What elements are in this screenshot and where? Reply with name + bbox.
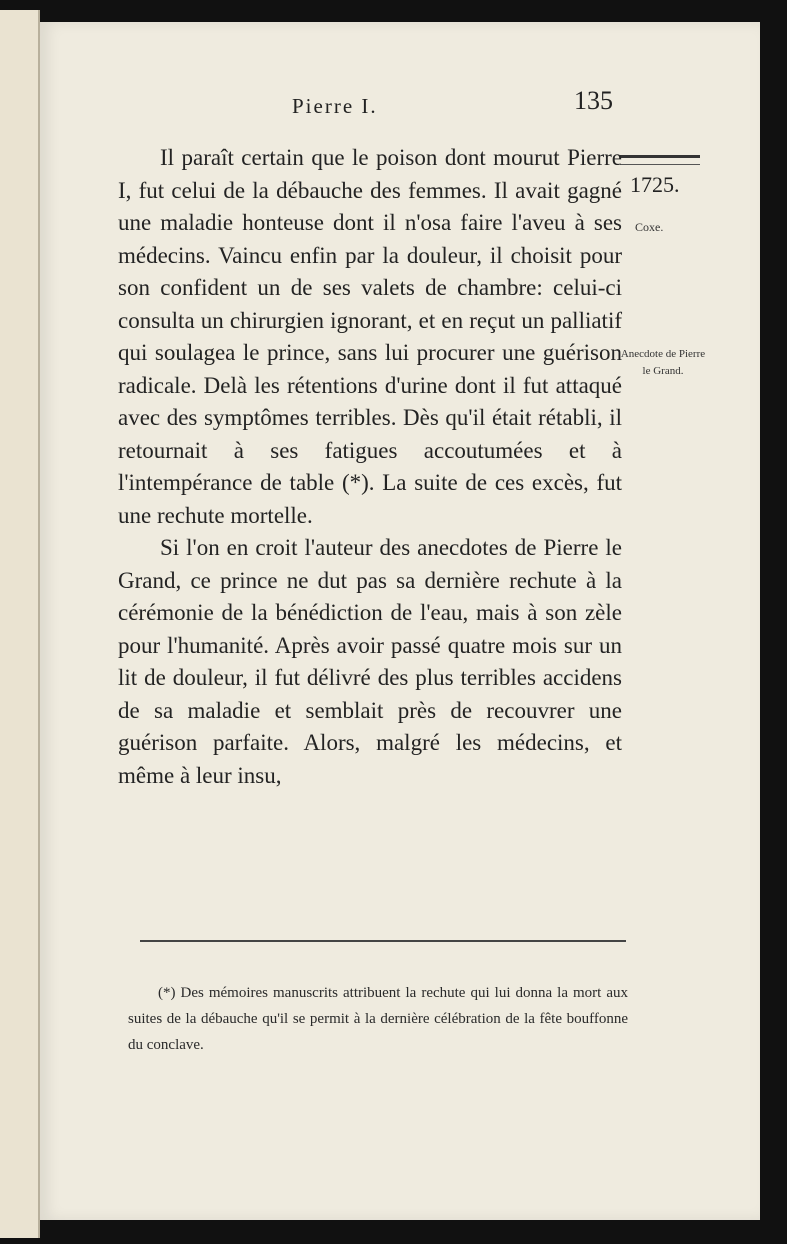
running-head: Pierre I.: [292, 94, 378, 118]
margin-rule: [620, 155, 700, 165]
previous-page-edge: [0, 10, 40, 1238]
body-text: [118, 142, 622, 792]
margin-note: Anecdote de Pierre le Grand.: [620, 348, 706, 377]
footnote: [128, 980, 628, 1058]
book-page: [40, 22, 760, 1220]
page-number: 135: [574, 86, 613, 115]
paragraph: Il paraît certain que le poison dont mourut Pierre I, fut celui de la débauche des femmes. Il avait gagné une maladie honteuse dont il n'osa faire l'aveu à ses médecins. Vaincu enfin par la douleur, il choisit pour son confident un de ses valets de chambre: celui-ci consulta un chirurgien ignorant, et en reçut un palliatif qui soulagea le prince, sans lui procurer une guérison radicale. Delà les rétentions d'urine dont il fut attaqué avec des symptômes terribles. Dès qu'il était rétabli, il retournait à ses fatigues accoutumées et à l'intempérance de table (*). La suite de ces excès, fut une rechute mortelle.: [118, 145, 622, 528]
footnote-rule: [140, 940, 626, 942]
paragraph: Si l'on en croit l'auteur des anecdotes de Pierre le Grand, ce prince ne dut pas sa dernière rechute à la cérémonie de la bénédiction de l'eau, mais à son zèle pour l'humanité. Après avoir passé quatre mois sur un lit de douleur, il fut délivré des plus terribles accidens de sa maladie et semblait près de recouvrer une guérison parfaite. Alors, malgré les médecins, et même à leur insu,: [118, 535, 622, 788]
margin-source: Coxe.: [635, 220, 664, 234]
footnote-text: (*) Des mémoires manuscrits attribuent la rechute qui lui donna la mort aux suites de la débauche qu'il se permit à la dernière célébration de la fête bouffonne du conclave.: [128, 985, 628, 1053]
margin-year: 1725.: [630, 172, 680, 197]
